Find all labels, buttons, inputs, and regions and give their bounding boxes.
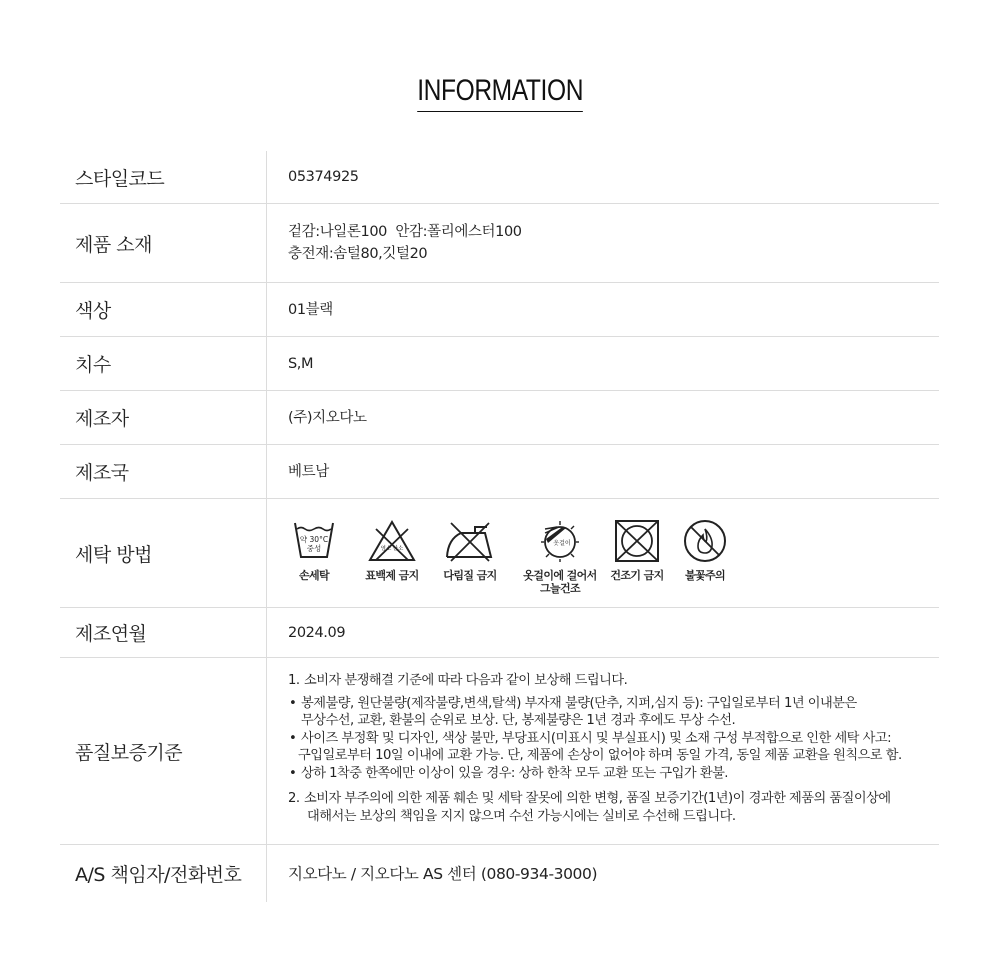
row-warranty (60, 658, 939, 845)
svg-text:염소: 염소 (380, 546, 392, 552)
size-value: S,M (288, 355, 314, 372)
row-value (288, 608, 939, 657)
warranty-notes (288, 672, 902, 825)
divider (266, 391, 267, 444)
care-caption: 다림질 금지 (443, 569, 497, 582)
row-label: 제조자 (75, 408, 129, 430)
warranty-item-1: 1. 소비자 분쟁해결 기준에 따라 다음과 같이 보상해 드립니다. (288, 673, 628, 688)
row-label: 색상 (75, 300, 111, 322)
care-item-no-tumble-dry (608, 519, 666, 595)
material-line-2: 충전재:솜털80,깃털20 (288, 246, 428, 262)
row-maker (60, 391, 939, 445)
row-as (60, 845, 939, 902)
divider (266, 204, 267, 282)
care-caption (523, 569, 596, 595)
row-color (60, 283, 939, 337)
row-value (288, 445, 939, 498)
information-table (60, 151, 939, 902)
svg-text:옷걸이: 옷걸이 (553, 540, 571, 547)
warranty-bullet: • 사이즈 부정확 및 디자인, 색상 불만, 부당표시(미표시 및 부실표시) 및 소재 구성 부적합으로 인한 세탁 사고: 구입일로부터 10일 이내에 교환 가능. 단, 제품에 손상이 없어야 하며 동일 가격, 동일 제품 교환을 원칙으로 함. (289, 730, 902, 763)
row-value (288, 283, 939, 336)
care-caption: 손세탁 (298, 569, 330, 582)
material-line-1: 겉감:나일론100 안감:폴리에스터100 (288, 224, 522, 240)
row-material (60, 204, 939, 283)
row-label: 스타일코드 (75, 167, 165, 190)
care-item-hang-dry (520, 519, 600, 595)
country-value: 베트남 (288, 463, 329, 480)
row-label: A/S 책임자/전화번호 (75, 864, 242, 886)
divider (266, 445, 267, 498)
row-value (288, 845, 939, 902)
row-label: 세탁 방법 (75, 543, 152, 566)
style-code-value: 05374925 (288, 169, 359, 185)
care-caption-line-1: 옷걸이에 걸어서 (523, 569, 597, 582)
no-tumble-dry-icon (614, 519, 660, 563)
svg-text:약 30°C: 약 30°C (299, 535, 329, 544)
warranty-bullet: • 봉제불량, 원단불량(제작불량,변색,탈색) 부자재 불량(단추, 지퍼,심지 등): 구입일로부터 1년 이내분은 무상수선, 교환, 환불의 순위로 보상. 단, 봉제불량은 1년 경과 후에도 무상 수선. (289, 695, 857, 728)
care-item-no-fire (680, 519, 730, 595)
as-contact-value: 지오다노 / 지오다노 AS 센터 (080-934-3000) (288, 864, 598, 883)
divider (266, 658, 267, 844)
hand-wash-icon (291, 519, 337, 563)
care-icons (288, 519, 730, 595)
divider (266, 283, 267, 336)
care-item-hand-wash (288, 519, 340, 595)
divider (266, 499, 267, 607)
row-style-code (60, 151, 939, 204)
hang-shade-dry-icon (537, 519, 583, 563)
row-value (288, 151, 939, 203)
no-fire-icon (683, 519, 727, 563)
divider (266, 845, 267, 902)
svg-text:산소: 산소 (392, 546, 404, 552)
row-label: 제조국 (75, 462, 129, 484)
care-caption-line-2: 그늘건조 (539, 582, 581, 595)
divider (266, 608, 267, 657)
row-date (60, 608, 939, 658)
warranty-bullet: • 상하 1착중 한쪽에만 이상이 있을 경우: 상하 한착 모두 교환 또는 구입가 환불. (289, 765, 728, 781)
color-value: 01블랙 (288, 301, 333, 318)
no-iron-icon (445, 519, 495, 563)
svg-text:중성: 중성 (306, 544, 322, 553)
row-label: 제품 소재 (75, 233, 152, 256)
row-value (288, 337, 939, 390)
page-title: INFORMATION (417, 72, 583, 112)
row-size (60, 337, 939, 391)
row-country (60, 445, 939, 499)
date-value: 2024.09 (288, 624, 346, 641)
row-value (288, 391, 939, 444)
row-label: 치수 (75, 354, 111, 376)
care-item-no-iron (440, 519, 500, 595)
divider (266, 151, 267, 203)
care-caption: 불꽃주의 (684, 569, 726, 582)
title-wrap (0, 72, 1000, 112)
no-bleach-icon (367, 519, 417, 563)
care-caption: 표백제 금지 (365, 569, 419, 582)
row-label: 품질보증기준 (75, 741, 183, 764)
row-wash (60, 499, 939, 608)
maker-value: (주)지오다노 (288, 409, 367, 426)
care-item-no-bleach (366, 519, 418, 595)
care-caption: 건조기 금지 (610, 569, 664, 582)
row-label: 제조연월 (75, 623, 147, 645)
divider (266, 337, 267, 390)
row-value (288, 204, 939, 282)
warranty-item-2: 2. 소비자 부주의에 의한 제품 훼손 및 세탁 잘못에 의한 변형, 품질 보증기간(1년)이 경과한 제품의 품질이상에 대해서는 보상의 책임을 지지 않으며 수선 가능시에는 실비로 수선해 드립니다. (288, 791, 891, 824)
